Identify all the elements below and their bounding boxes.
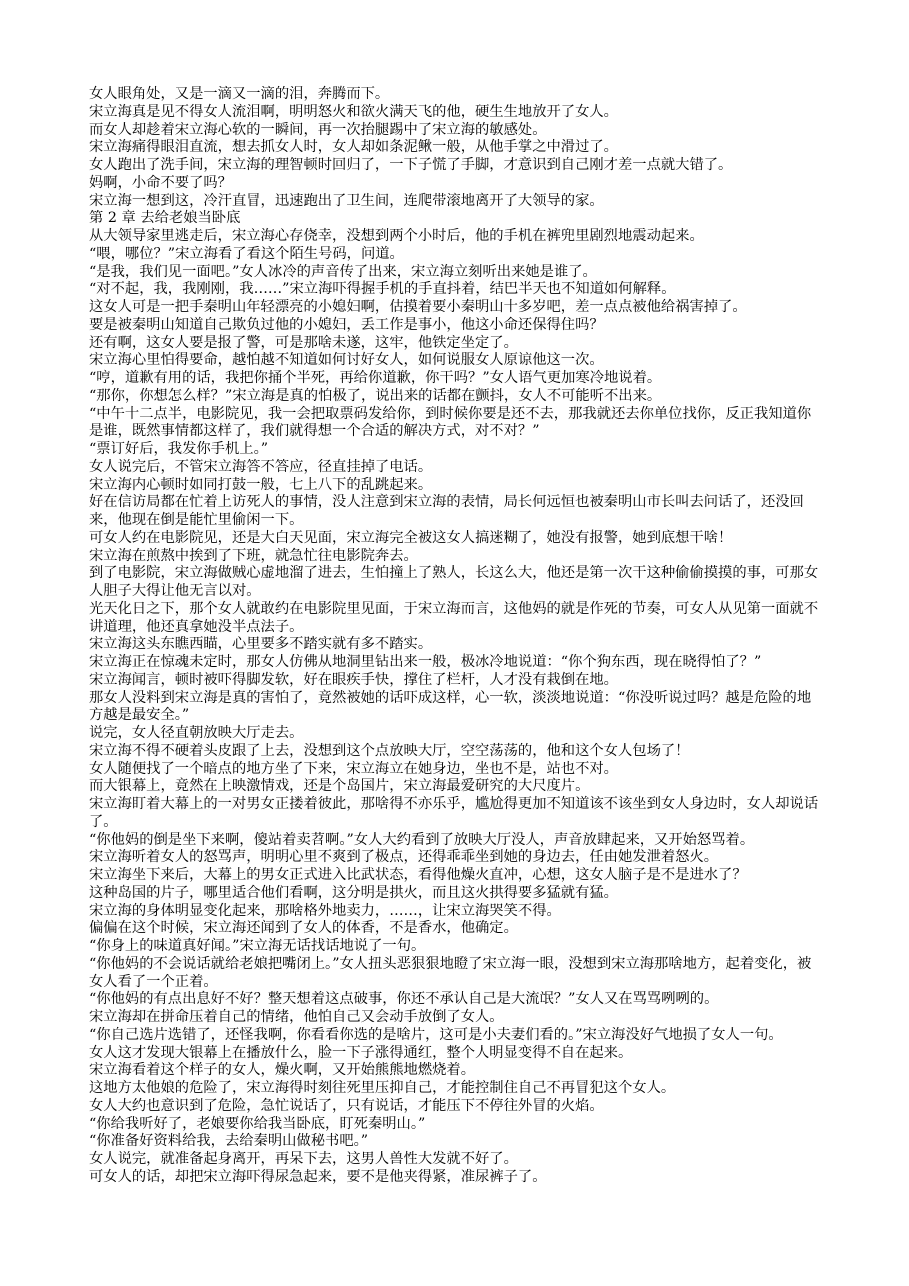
text-line: 女人跑出了洗手间，宋立海的理智顿时回归了，一下子慌了手脚，才意识到自己刚才差一点就大错了。: [89, 157, 733, 173]
text-line: 光天化日之下，那个女人就敢约在电影院里见面，于宋立海而言，这他妈的就是作死的节奏，可女人从见第一面就不讲道理，他还真拿她没半点法子。: [89, 600, 819, 635]
text-line: 可女人的话，却把宋立海吓得尿急起来，要不是他夹得紧，准尿裤子了。: [89, 1168, 547, 1185]
text-line: 还有啊，这女人要是报了警，可是那啥未遂，这牢，他铁定坐定了。: [89, 334, 518, 351]
text-line: “你准备好资料给我，去给秦明山做秘书吧。”: [89, 1133, 369, 1150]
text-line: 女人说完，就准备起身离开，再呆下去，这男人兽性大发就不好了。: [89, 1151, 518, 1167]
text-line: “那你，你想怎么样？”宋立海是真的怕极了，说出来的话都在颤抖，女人不可能听不出来。: [89, 387, 662, 404]
text-line: 而大银幕上，竟然在上映激情戏，还是个岛国片，宋立海最爱研究的大尺度片。: [89, 778, 590, 795]
text-line: “中午十二点半，电影院见，我一会把取票码发给你，到时候你要是还不去，那我就还去你单位找你，反正我知道你是谁，既然事情都这样了，我们就得想一个合适的解决方式，对不对？”: [89, 405, 812, 440]
text-line: 宋立海正在惊魂未定时，那女人仿佛从地洞里钻出来一般，极冰冷地说道：“你个狗东西，现在晓得怕了？”: [89, 654, 762, 670]
text-line: “你他妈的不会说话就给老娘把嘴闭上。”女人扭头恶狠狠地瞪了宋立海一眼，没想到宋立海那啥地方，起着变化，被女人看了一个正着。: [89, 955, 812, 990]
text-line: 宋立海内心顿时如同打鼓一般，七上八下的乱跳起来。: [89, 476, 433, 493]
text-line: “是我，我们见一面吧。”女人冰冷的声音传了出来，宋立海立刻听出来她是谁了。: [89, 263, 597, 280]
text-line: “喂，哪位？”宋立海看了看这个陌生号码，问道。: [89, 245, 404, 262]
text-line: 而女人却趁着宋立海心软的一瞬间，再一次抬腿踢中了宋立海的敏感处。: [89, 121, 547, 138]
text-line: 妈啊，小命不要了吗？: [89, 174, 232, 191]
text-line: 宋立海在煎熬中挨到了下班，就急忙往电影院奔去。: [89, 547, 418, 564]
text-line: 宋立海盯着大幕上的一对男女正搂着彼此，那啥得不亦乐乎，尴尬得更加不知道该不该坐到女人身边时，女人却说话了。: [89, 796, 819, 830]
text-line: 从大领导家里逃走后，宋立海心存侥幸，没想到两个小时后，他的手机在裤兜里剧烈地震动起来。: [89, 228, 704, 244]
text-line: “你自己选片选错了，还怪我啊，你看看你选的是啥片，这可是小夫妻们看的。”宋立海没好气地损了女人一句。: [89, 1026, 783, 1043]
text-line: “你他妈的倒是坐下来啊，傻站着卖苕啊。”女人大约看到了放映大厅没人，声音放肆起来，又开始怒骂着。: [89, 831, 755, 848]
text-line: 女人大约也意识到了危险，急忙说话了，只有说话，才能压下不停往外冒的火焰。: [89, 1097, 604, 1114]
text-line: 宋立海痛得眼泪直流，想去抓女人时，女人却如条泥鳅一般，从他手掌之中滑过了。: [89, 139, 618, 156]
text-line: 说完，女人径直朝放映大厅走去。: [89, 725, 304, 741]
text-line: 宋立海真是见不得女人流泪啊，明明怒火和欲火满天飞的他，硬生生地放开了女人。: [89, 103, 618, 120]
text-line: 那女人没料到宋立海是真的害怕了，竟然被她的话吓成这样，心一软，淡淡地说道：“你没听说过吗？越是危险的地方越是最安全。”: [89, 689, 812, 724]
text-line: 宋立海却在拼命压着自己的情绪，他怕自己又会动手放倒了女人。: [89, 1009, 504, 1025]
text-line: 女人随便找了一个暗点的地方坐了下来，宋立海立在她身边，坐也不是，站也不对。: [89, 760, 618, 777]
text-line: 女人这才发现大银幕上在播放什么，脸一下子涨得通红，整个人明显变得不自在起来。: [89, 1044, 633, 1061]
text-line: 这种岛国的片子，哪里适合他们看啊，这分明是拱火，而且这火拱得要多猛就有猛。: [89, 884, 618, 901]
text-line: 宋立海一想到这，冷汗直冒，迅速跑出了卫生间，连爬带滚地离开了大领导的家。: [89, 192, 604, 209]
text-line: “对不起，我，我刚刚，我……”宋立海吓得握手机的手直抖着，结巴半天也不知道如何解释。: [89, 281, 676, 298]
text-line: 偏偏在这个时候，宋立海还闻到了女人的体香，不是香水，他确定。: [89, 920, 518, 937]
text-line: “哼，道歉有用的话，我把你捅个半死，再给你道歉，你干吗？”女人语气更加寒冷地说着。: [89, 370, 662, 386]
text-line: “你给我听好了，老娘要你给我当卧底，盯死秦明山。”: [89, 1115, 426, 1132]
text-line: 女人眼角处，又是一滴又一滴的泪，奔腾而下。: [89, 86, 390, 102]
text-line: 宋立海看着这个样子的女人，燥火啊，又开始熊熊地燃烧着。: [89, 1062, 476, 1079]
text-line: 这女人可是一把手秦明山年轻漂亮的小媳妇啊，估摸着要小秦明山十多岁吧，差一点点被他给祸害掉了。: [89, 299, 747, 315]
text-line: 宋立海闻言，顿时被吓得脚发软，好在眼疾手快，撑住了栏杆，人才没有栽倒在地。: [89, 671, 618, 688]
text-line: “你身上的味道真好闻。”宋立海无话找话地说了一句。: [89, 938, 426, 954]
text-line: 宋立海的身体明显变化起来，那啥格外地卖力，……，让宋立海哭笑不得。: [89, 902, 561, 919]
text-line: 宋立海这头东瞧西瞄，心里要多不踏实就有多不踏实。: [89, 636, 433, 653]
text-line: 这地方太他娘的危险了，宋立海得时刻往死里压抑自己，才能控制住自己不再冒犯这个女人。: [89, 1080, 676, 1096]
chapter-heading: 第 2 章 去给老娘当卧底: [89, 210, 241, 227]
text-line: “票订好后，我发你手机上。”: [89, 441, 269, 457]
text-line: “你他妈的有点出息好不好？整天想着这点破事，你还不承认自己是大流氓？”女人又在骂骂咧咧的。: [89, 991, 719, 1008]
text-line: 宋立海心里怕得要命，越怕越不知道如何讨好女人，如何说服女人原谅他这一次。: [89, 352, 604, 369]
text-line: 宋立海坐下来后，大幕上的男女正式进入比武状态，看得他燥火直冲，心想，这女人脑子是不是进水了？: [89, 867, 747, 883]
text-line: 宋立海不得不硬着头皮跟了上去，没想到这个点放映大厅，空空荡荡的，他和这个女人包场了！: [89, 742, 690, 759]
text-line: 宋立海听着女人的怒骂声，明明心里不爽到了极点，还得乖乖坐到她的身边去，任由她发泄着怒火。: [89, 849, 719, 866]
text-line: 要是被秦明山知道自己欺负过他的小媳妇，丢工作是事小，他这小命还保得住吗？: [89, 316, 604, 333]
text-line: 好在信访局都在忙着上访死人的事情，没人注意到宋立海的表情，局长何远恒也被秦明山市长叫去问话了，还没回来，他现在倒是能忙里偷闲一下。: [89, 494, 804, 528]
text-line: 女人说完后，不管宋立海答不答应，径直挂掉了电话。: [89, 458, 433, 475]
text-line: 到了电影院，宋立海做贼心虚地溜了进去，生怕撞上了熟人，长这么大，他还是第一次干这种偷偷摸摸的事，可那女人胆子大得让他无言以对。: [89, 565, 819, 599]
text-line: 可女人约在电影院见，还是大白天见面，宋立海完全被这女人搞迷糊了，她没有报警，她到底想干啥！: [89, 529, 733, 546]
